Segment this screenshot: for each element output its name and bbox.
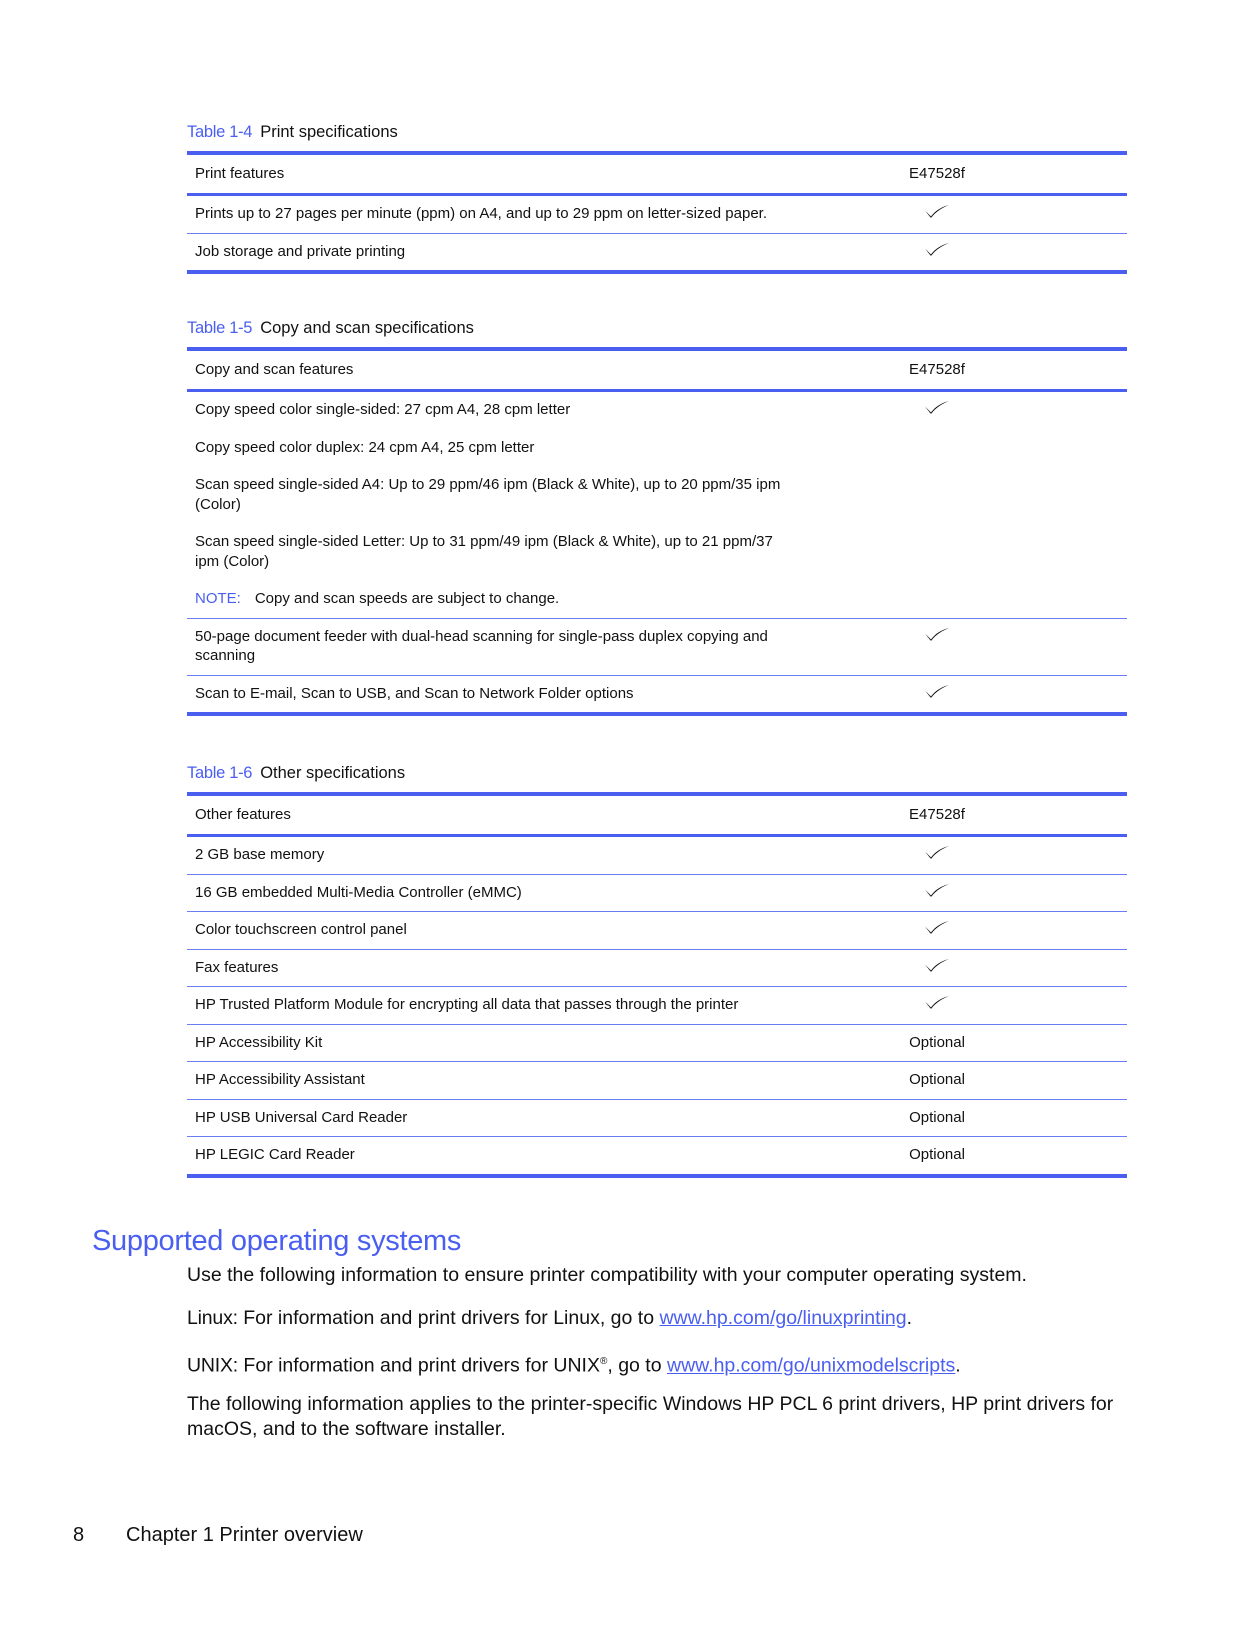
feature-text: 50-page document feeder with dual-head scanning for single-pass duplex copying and scanning bbox=[195, 627, 768, 664]
feature-cell: HP Accessibility Assistant bbox=[195, 1071, 365, 1088]
intro-paragraph: Use the following information to ensure printer compatibility with your computer operating system. bbox=[187, 1264, 1027, 1286]
column-header-model: E47528f bbox=[909, 165, 965, 182]
table-row bbox=[187, 675, 1127, 714]
section-heading: Supported operating systems bbox=[92, 1225, 462, 1257]
value-cell bbox=[837, 836, 1127, 875]
table-row bbox=[187, 836, 1127, 875]
table-other-specifications bbox=[187, 761, 1127, 1178]
checkmark-icon bbox=[924, 883, 950, 897]
feature-cell: Prints up to 27 pages per minute (ppm) on A4, and up to 29 ppm on letter-sized paper. bbox=[195, 205, 768, 222]
table-header-row bbox=[187, 153, 1127, 195]
checkmark-icon bbox=[924, 995, 950, 1009]
feature-cell: 2 GB base memory bbox=[195, 846, 325, 863]
table-row bbox=[187, 1137, 1127, 1176]
table-print-specifications bbox=[187, 120, 1127, 274]
table-number: Table 1-4 bbox=[187, 123, 253, 141]
table-title: Print specifications bbox=[260, 123, 398, 141]
feature-cell: Scan to E-mail, Scan to USB, and Scan to Network Folder options bbox=[195, 684, 634, 702]
value-cell bbox=[837, 874, 1127, 912]
linux-paragraph bbox=[187, 1306, 1127, 1331]
table-copy-scan-specifications bbox=[187, 316, 1127, 716]
note-label: NOTE: bbox=[195, 590, 241, 607]
value-cell: Optional bbox=[909, 1033, 965, 1051]
table-row bbox=[187, 1099, 1127, 1137]
value-cell bbox=[837, 949, 1127, 987]
punctuation: . bbox=[955, 1354, 961, 1377]
value-cell bbox=[837, 195, 1127, 234]
chapter-title: Chapter 1 Printer overview bbox=[126, 1524, 363, 1546]
linux-text: For information and print drivers for Linux, go to bbox=[237, 1307, 660, 1329]
checkmark-icon bbox=[924, 845, 950, 859]
checkmark-icon bbox=[924, 242, 950, 256]
checkmark-icon bbox=[924, 627, 950, 641]
table-title: Copy and scan specifications bbox=[260, 319, 474, 337]
table-row bbox=[187, 391, 1127, 619]
feature-line: Scan speed single-sided A4: Up to 29 ppm/46 ipm (Black & White), up to 20 ppm/35 ipm (Color) bbox=[195, 476, 781, 513]
feature-line: Scan speed single-sided Letter: Up to 31 ppm/49 ipm (Black & White), up to 21 ppm/37 ipm (Color) bbox=[195, 533, 773, 570]
note bbox=[195, 589, 795, 609]
feature-cell: Color touchscreen control panel bbox=[195, 921, 407, 938]
feature-cell: Job storage and private printing bbox=[195, 242, 406, 260]
checkmark-icon bbox=[924, 400, 950, 414]
feature-cell: HP LEGIC Card Reader bbox=[195, 1146, 355, 1163]
checkmark-icon bbox=[924, 958, 950, 972]
note-text: Copy and scan speeds are subject to change. bbox=[254, 590, 560, 607]
table-row bbox=[187, 912, 1127, 950]
registered-mark: ® bbox=[599, 1356, 608, 1367]
windows-paragraph: The following information applies to the printer-specific Windows HP PCL 6 print drivers, HP print drivers for macOS, and to the software installer. bbox=[187, 1393, 1114, 1440]
table-row bbox=[187, 949, 1127, 987]
feature-line: Copy speed color single-sided: 27 cpm A4, 28 cpm letter bbox=[195, 401, 571, 418]
page-footer bbox=[73, 1524, 363, 1547]
feature-cell: HP USB Universal Card Reader bbox=[195, 1108, 408, 1126]
checkmark-icon bbox=[924, 684, 950, 698]
table-number: Table 1-5 bbox=[187, 319, 253, 337]
column-header-model: E47528f bbox=[909, 361, 965, 378]
unix-text: For information and print drivers for UNIX bbox=[238, 1354, 600, 1377]
table-row bbox=[187, 195, 1127, 234]
table-title: Other specifications bbox=[260, 764, 406, 782]
feature-line: Copy speed color duplex: 24 cpm A4, 25 cpm letter bbox=[195, 438, 535, 456]
unix-paragraph bbox=[187, 1349, 1127, 1379]
value-cell: Optional bbox=[909, 1071, 965, 1088]
column-header-feature: Print features bbox=[195, 165, 285, 182]
feature-cell bbox=[187, 618, 837, 675]
punctuation: . bbox=[906, 1307, 913, 1329]
unix-text-2: , go to bbox=[607, 1354, 667, 1377]
value-cell bbox=[837, 391, 1127, 619]
column-header-model: E47528f bbox=[909, 806, 965, 823]
unix-model-scripts-link[interactable]: www.hp.com/go/unixmodelscripts bbox=[666, 1354, 956, 1377]
table-row bbox=[187, 618, 1127, 675]
checkmark-icon bbox=[924, 920, 950, 934]
column-header-feature: Copy and scan features bbox=[195, 361, 354, 378]
value-cell: Optional bbox=[909, 1108, 965, 1126]
linux-printing-link[interactable]: www.hp.com/go/linuxprinting bbox=[659, 1307, 907, 1329]
table-caption bbox=[187, 761, 1127, 785]
page-number: 8 bbox=[73, 1524, 85, 1546]
value-cell bbox=[837, 618, 1127, 675]
value-cell bbox=[837, 675, 1127, 714]
column-header-feature: Other features bbox=[195, 806, 291, 823]
feature-cell: 16 GB embedded Multi-Media Controller (eMMC) bbox=[195, 883, 522, 901]
table-caption bbox=[187, 316, 1127, 340]
table-row bbox=[187, 874, 1127, 912]
table-header-row bbox=[187, 349, 1127, 391]
table-row bbox=[187, 233, 1127, 272]
feature-cell bbox=[187, 391, 837, 619]
feature-cell: HP Accessibility Kit bbox=[195, 1033, 323, 1051]
checkmark-icon bbox=[924, 204, 950, 218]
table-row bbox=[187, 1024, 1127, 1062]
unix-label: UNIX: bbox=[187, 1354, 239, 1377]
value-cell: Optional bbox=[909, 1146, 965, 1163]
table-header-row bbox=[187, 794, 1127, 836]
table-row bbox=[187, 1062, 1127, 1100]
linux-label: Linux: bbox=[187, 1307, 238, 1329]
value-cell bbox=[837, 987, 1127, 1025]
value-cell bbox=[837, 233, 1127, 272]
feature-cell: HP Trusted Platform Module for encrypting all data that passes through the printer bbox=[195, 996, 739, 1013]
value-cell bbox=[837, 912, 1127, 950]
table-caption bbox=[187, 120, 1127, 144]
table-number: Table 1-6 bbox=[187, 764, 253, 782]
feature-cell: Fax features bbox=[195, 958, 279, 976]
table-row bbox=[187, 987, 1127, 1025]
